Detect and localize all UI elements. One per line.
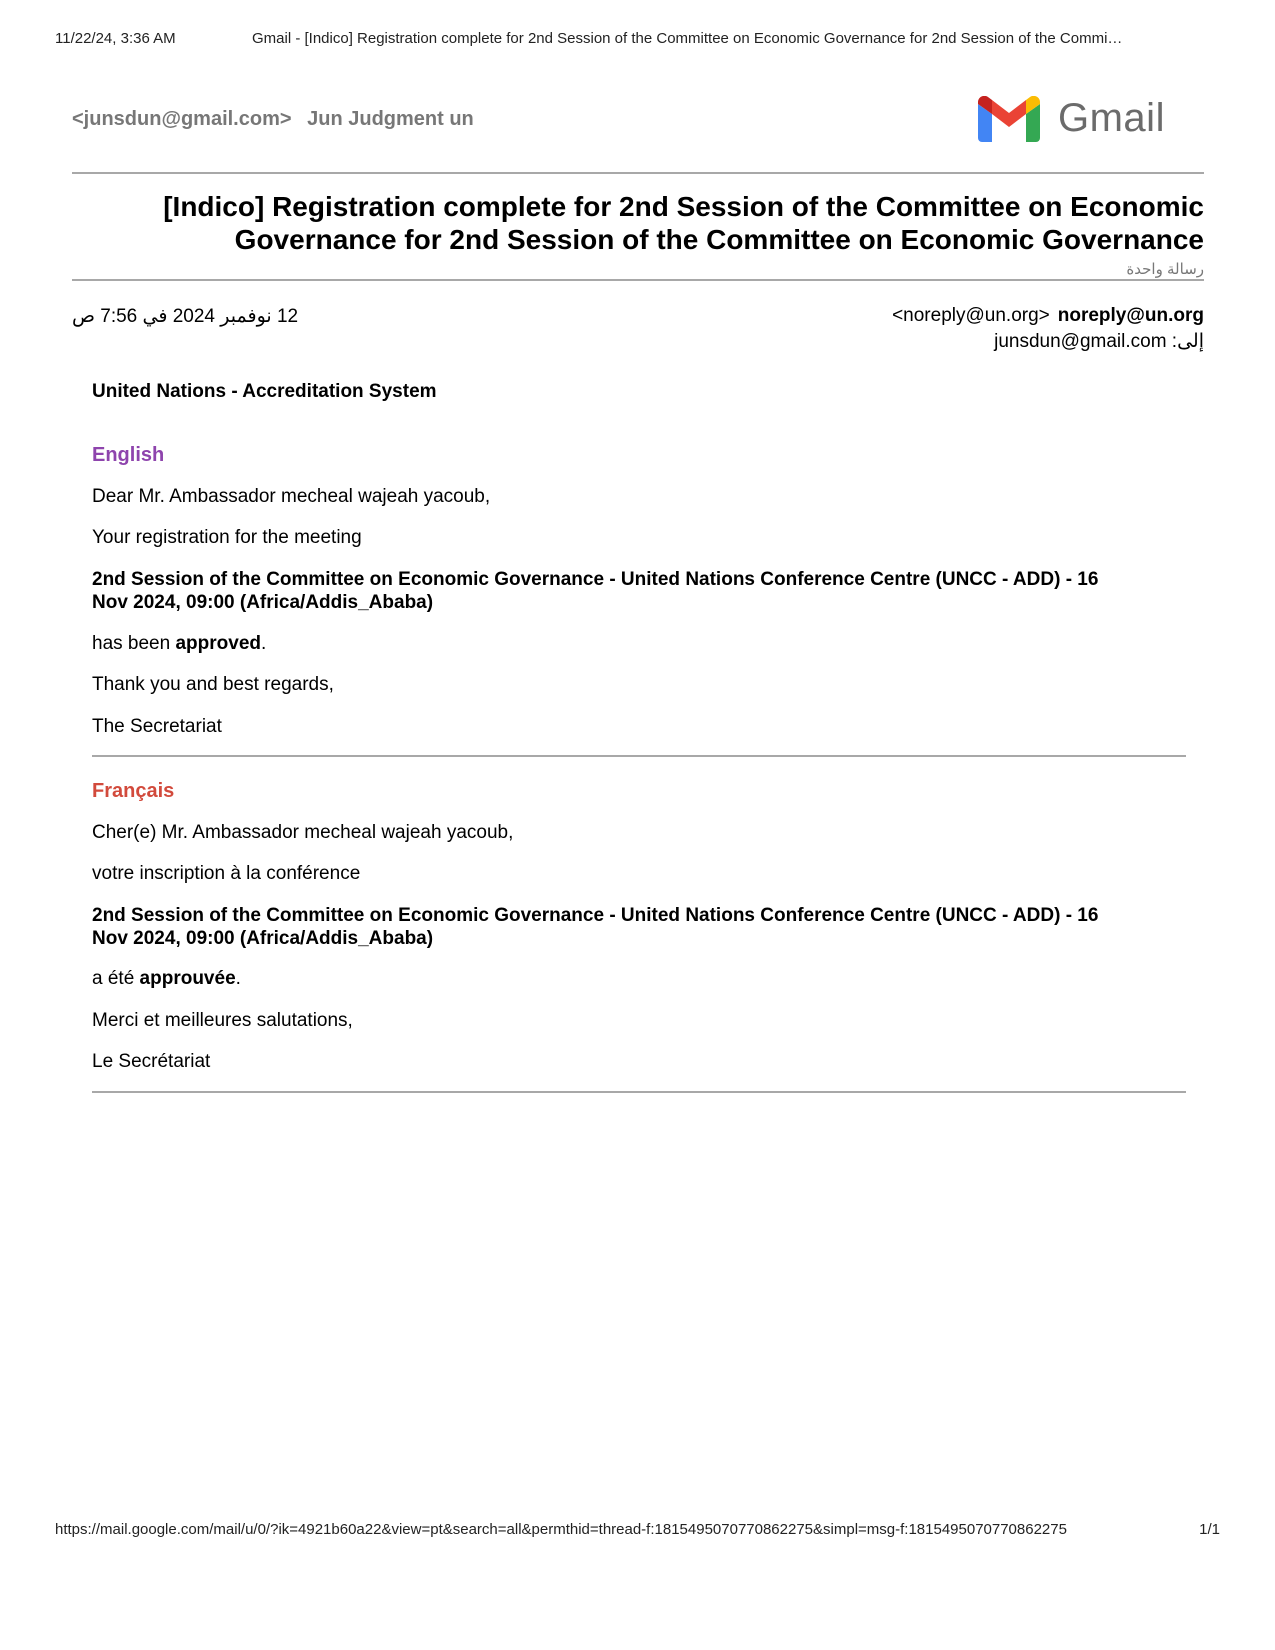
english-thanks: Thank you and best regards, bbox=[92, 674, 334, 695]
header-divider bbox=[72, 172, 1204, 174]
email-subject: [Indico] Registration complete for 2nd Session of the Committee on Economic Governance for 2nd Session of the Committee on Economic Governance bbox=[163, 191, 1204, 255]
english-greeting: Dear Mr. Ambassador mecheal wajeah yacoub, bbox=[92, 486, 491, 507]
french-meeting-line2: Nov 2024, 09:00 (Africa/Addis_Ababa) bbox=[92, 928, 434, 949]
org-title: United Nations - Accreditation System bbox=[92, 381, 437, 402]
print-page-title: Gmail - [Indico] Registration complete for 2nd Session of the Committee on Economic Governance for 2nd Session of the Commi… bbox=[252, 30, 1123, 47]
section-divider bbox=[92, 755, 1186, 757]
english-signature: The Secretariat bbox=[92, 716, 222, 737]
gmail-wordmark: Gmail bbox=[1058, 96, 1165, 140]
english-status bbox=[92, 632, 1192, 656]
print-header bbox=[55, 30, 1220, 54]
french-meeting-line1: 2nd Session of the Committee on Economic Governance - United Nations Conference Centre (UNCC - ADD) - 16 bbox=[92, 905, 1099, 926]
english-status-word: approved bbox=[175, 633, 261, 654]
account-name: Jun Judgment un bbox=[307, 108, 474, 130]
email-date: 12 نوفمبر 2024 في 7:56 ص bbox=[72, 306, 299, 327]
french-signature: Le Secrétariat bbox=[92, 1051, 211, 1072]
account-email: <junsdun@gmail.com> bbox=[72, 108, 292, 130]
sender-name: noreply@un.org bbox=[1057, 305, 1204, 326]
french-status bbox=[92, 967, 1192, 991]
subject-divider bbox=[72, 279, 1204, 281]
print-footer-page: 1/1 bbox=[1199, 1521, 1220, 1538]
print-footer-url: https://mail.google.com/mail/u/0/?ik=4921b60a22&view=pt&search=all&permthid=thread-f:1815495070770862275&simpl=msg-f:1815495070770862275 bbox=[55, 1521, 1067, 1538]
gmail-m-icon bbox=[978, 96, 1040, 142]
french-thanks: Merci et meilleures salutations, bbox=[92, 1010, 353, 1031]
english-meeting-line1: 2nd Session of the Committee on Economic Governance - United Nations Conference Centre (UNCC - ADD) - 16 bbox=[92, 569, 1099, 590]
english-line1: Your registration for the meeting bbox=[92, 527, 362, 548]
english-meeting-line2: Nov 2024, 09:00 (Africa/Addis_Ababa) bbox=[92, 592, 434, 613]
french-status-word: approuvée bbox=[139, 968, 236, 989]
sender-email: <noreply@un.org> bbox=[892, 305, 1050, 326]
french-heading: Français bbox=[92, 780, 175, 802]
footer-divider bbox=[92, 1091, 1186, 1093]
english-heading: English bbox=[92, 444, 165, 466]
french-line1: votre inscription à la conférence bbox=[92, 863, 361, 884]
email-recipient: إلى: junsdun@gmail.com bbox=[994, 331, 1204, 352]
french-status-suffix: . bbox=[235, 968, 241, 989]
english-status-prefix: has been bbox=[92, 633, 176, 654]
message-count: رسالة واحدة bbox=[1126, 261, 1204, 278]
english-status-suffix: . bbox=[261, 633, 267, 654]
french-greeting: Cher(e) Mr. Ambassador mecheal wajeah yacoub, bbox=[92, 822, 514, 843]
gmail-logo bbox=[978, 92, 1178, 148]
print-datetime: 11/22/24, 3:36 AM bbox=[55, 30, 176, 47]
french-status-prefix: a été bbox=[92, 968, 140, 989]
email-sender bbox=[892, 305, 1204, 327]
account-info bbox=[72, 108, 474, 131]
